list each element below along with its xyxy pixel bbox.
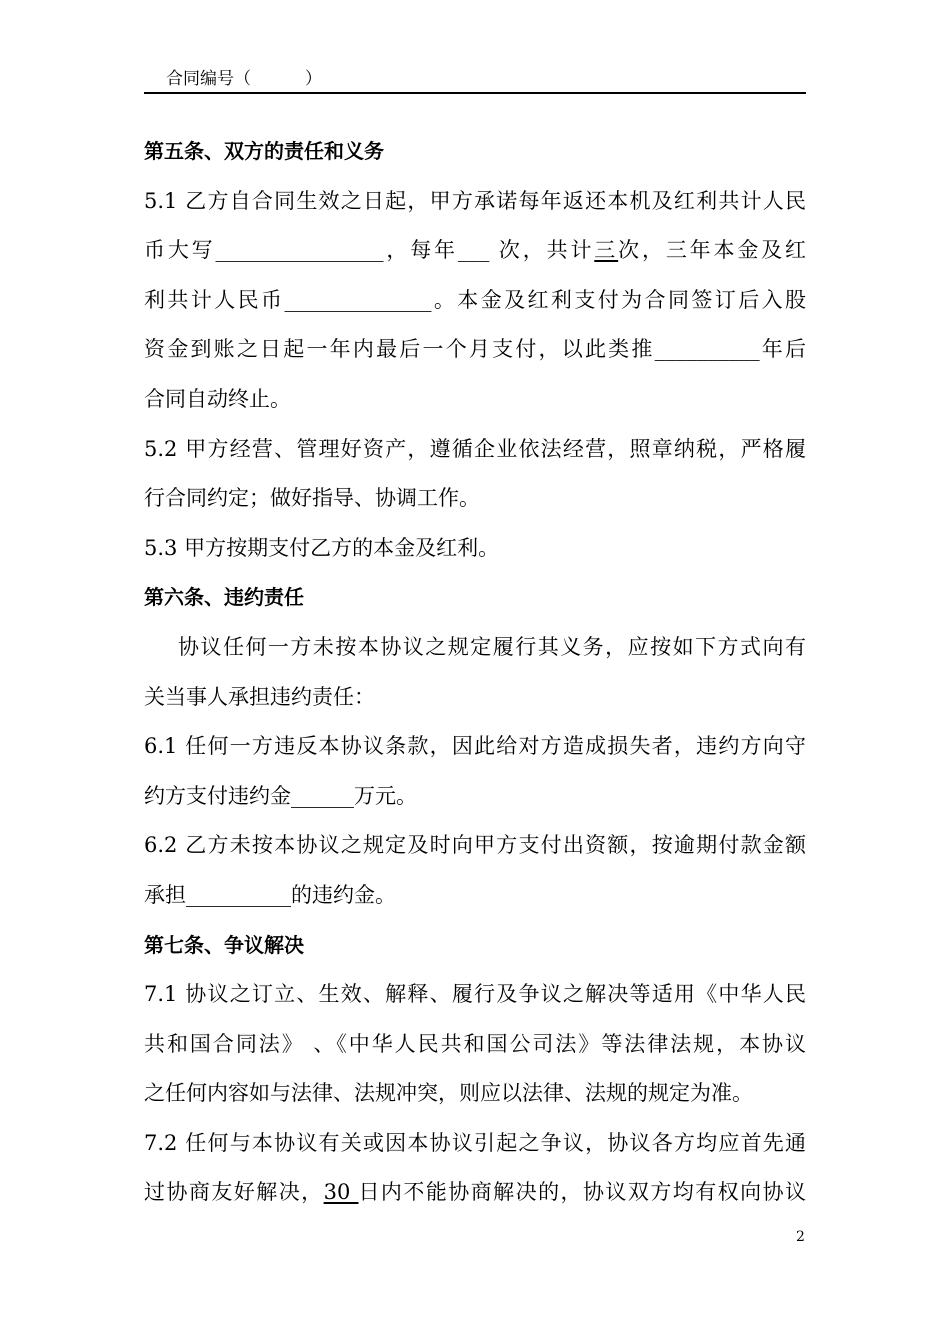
- clause-5-2-line-1: 5.2 甲方经营、管理好资产，遵循企业依法经营，照章纳税，严格履: [144, 436, 806, 461]
- section-6-intro-line-2: 关当事人承担违约责任：: [144, 684, 375, 709]
- contract-number-label: 合同编号（ ）: [166, 69, 323, 89]
- clause-7-1-line-1: 7.1 协议之订立、生效、解释、履行及争议之解决等适用《中华人民: [144, 982, 806, 1007]
- clause-5-1-line-4: 资金到账之日起一年内最后一个月支付，以此类推__________年后: [144, 337, 807, 362]
- page-number: 2: [796, 1229, 805, 1245]
- clause-7-1-line-2: 共和国合同法》 、《中华人民共和国公司法》等法律法规，本协议: [144, 1031, 806, 1056]
- document-body: [144, 127, 806, 1218]
- section-6-title: 第六条、违约责任: [144, 585, 304, 610]
- negotiation-days-value: 30: [323, 1180, 359, 1205]
- section-5-title: 第五条、双方的责任和义务: [144, 139, 384, 163]
- clause-6-1-line-2: 约方支付违约金______万元。: [144, 783, 417, 808]
- amount-words-blank: ________________: [215, 238, 384, 263]
- clause-6-2-line-1: 6.2 乙方未按本协议之规定及时向甲方支付出资额，按逾期付款金额: [144, 833, 806, 858]
- times-per-year-blank: ___: [457, 238, 490, 263]
- penalty-amount-blank: ______: [291, 783, 354, 808]
- clause-5-1-line-5: 合同自动终止。: [144, 386, 291, 411]
- clause-5-3: 5.3 甲方按期支付乙方的本金及红利。: [144, 535, 500, 560]
- clause-7-2-line-2: 过协商友好解决，30 日内不能协商解决的，协议双方均有权向协议: [144, 1180, 807, 1205]
- years-blank: __________: [654, 337, 760, 362]
- total-times-value: 三: [594, 238, 619, 263]
- clause-6-2-line-2: 承担__________的违约金。: [144, 882, 396, 907]
- section-6-intro-line-1: 协议任何一方未按本协议之规定履行其义务，应按如下方式向有: [178, 634, 806, 659]
- clause-7-2-line-1: 7.2 任何与本协议有关或因本协议引起之争议，协议各方均应首先通: [144, 1130, 806, 1155]
- clause-6-1-line-1: 6.1 任何一方违反本协议条款，因此给对方造成损失者，违约方向守: [144, 734, 806, 759]
- clause-5-1-line-2: 币大写________________，每年___ 次，共计三次，三年本金及红: [144, 238, 807, 263]
- page-header: [144, 66, 806, 94]
- clause-5-1-line-3: 利共计人民币______________。本金及红利支付为合同签订后入股: [144, 287, 807, 312]
- total-amount-blank: ______________: [284, 287, 432, 312]
- clause-5-2-line-2: 行合同约定；做好指导、协调工作。: [144, 486, 480, 511]
- clause-5-1-line-1: 5.1 乙方自合同生效之日起，甲方承诺每年返还本机及红利共计人民: [144, 188, 806, 213]
- section-7-title: 第七条、争议解决: [144, 932, 304, 957]
- late-penalty-blank: __________: [186, 882, 291, 907]
- clause-7-1-line-3: 之任何内容如与法律、法规冲突，则应以法律、法规的规定为准。: [144, 1081, 753, 1106]
